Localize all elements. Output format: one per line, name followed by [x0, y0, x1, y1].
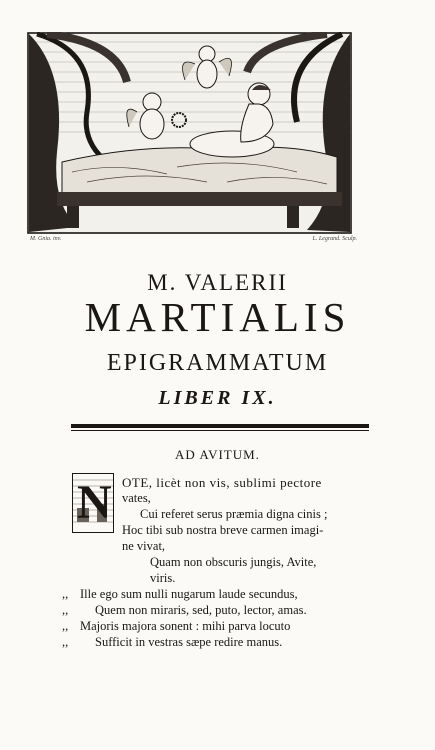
verse-line-10: Majoris majora sonent : mihi parva locuto [80, 619, 291, 633]
verse-line-9: Quem non miraris, sed, puto, lector, amas. [95, 603, 307, 617]
verse-line-2: vates, [122, 491, 151, 505]
verse-line-7: viris. [150, 571, 176, 585]
title-author-name: MARTIALIS [84, 294, 351, 340]
verse-line-11: Sufficit in vestras sæpe redire manus. [95, 635, 283, 649]
engraving-credit-engraver: L. Legrand. Sculp. [312, 236, 357, 242]
engraving-credit-inventor: M. Gnia. inv. [30, 236, 62, 242]
engraving-illustration [27, 32, 352, 234]
title-author-praenomen: M. VALERII [147, 270, 288, 295]
verse-line-5: ne vivat, [122, 539, 166, 553]
verse-line-6: Quam non obscuris jungis, Avite, [150, 555, 317, 569]
verse-line-1: OTE, licèt non vis, sublimi pectore [122, 475, 322, 490]
title-book-number: LIBER IX. [158, 387, 277, 409]
ornamental-rule [71, 424, 369, 428]
quote-mark: ,, [62, 619, 69, 633]
verse-line-8: Ille ego sum nulli nugarum laude secundus, [80, 587, 298, 601]
verse-line-3: Cui referet serus præmia digna cinis ; [140, 507, 328, 521]
quote-mark: ,, [62, 587, 69, 601]
ornamental-rule-thin [71, 430, 369, 431]
decorated-initial [72, 473, 114, 533]
quote-mark: ,, [62, 603, 69, 617]
quote-mark: ,, [62, 635, 69, 649]
title-work: EPIGRAMMATUM [106, 350, 329, 376]
verse-line-4: Hoc tibi sub nostra breve carmen imagi- [122, 523, 324, 537]
dedication-heading: AD AVITUM. [175, 447, 260, 462]
initial-letter: N [77, 476, 112, 529]
